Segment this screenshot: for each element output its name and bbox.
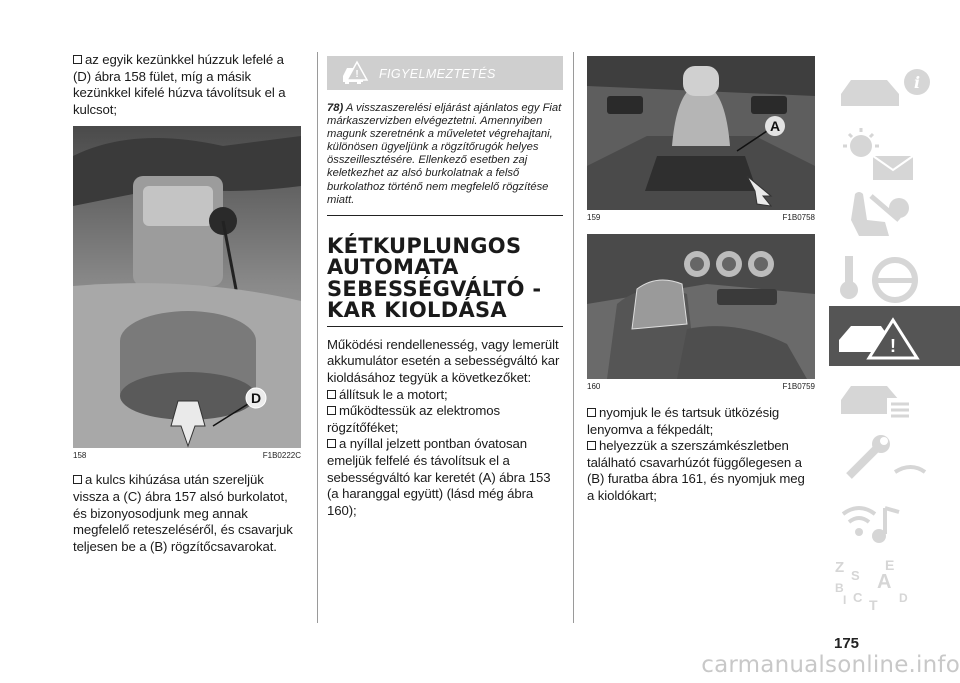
figure-159-caption — [587, 213, 815, 222]
callout-d: D — [250, 390, 262, 407]
svg-text:B: B — [835, 581, 844, 595]
intro-paragraph: Működési rendellenesség, vagy lemerült akkumulátor esetén a sebességváltó kar kioldásához tegyük a következőket: — [327, 336, 560, 385]
bullet-item: működtessük az elektromos rögzítőféket; — [327, 403, 500, 435]
tab-multimedia[interactable] — [829, 494, 960, 554]
column-middle — [327, 52, 563, 519]
figure-159 — [587, 56, 815, 222]
column-divider — [317, 52, 318, 623]
figure-number: 160 — [587, 382, 601, 391]
bullet-item: állítsuk le a motort; — [327, 387, 563, 404]
callout-a: A — [769, 118, 781, 134]
tab-car-info[interactable] — [829, 60, 960, 120]
paragraph-remove-key: az egyik kezünkkel húzzuk lefelé a (D) ábra 158 fület, míg a másik kezünkkel kifelé húzva távolítsuk el a kulcsot; — [73, 52, 286, 117]
tab-index[interactable] — [829, 556, 960, 616]
bullet-item: a nyíllal jelzett pontban óvatosan emeljük felfelé és távolítsuk el a sebességváltó kar keretét (A) ábra 153 (a haranggal együtt) (lásd még ábra 160); — [327, 436, 551, 518]
figure-number: 158 — [73, 451, 87, 461]
svg-text:D: D — [899, 591, 908, 605]
figure-160-caption — [587, 382, 815, 391]
warning-title: FIGYELMEZTETÉS — [379, 67, 496, 81]
svg-text:E: E — [885, 557, 895, 573]
bullet-item: nyomjuk le és tartsuk ütközésig lenyomva a fékpedált; — [587, 405, 780, 437]
figure-158 — [73, 126, 301, 460]
watermark: carmanualsonline.info — [701, 652, 960, 678]
gear-lever-photo — [587, 56, 815, 210]
checkbox-bullet-icon — [73, 475, 82, 484]
svg-text:C: C — [853, 590, 863, 605]
svg-text:T: T — [869, 597, 878, 613]
warning-car-icon — [333, 56, 373, 90]
warning-number: 78) — [327, 102, 344, 114]
figure-code: F1B0758 — [782, 213, 815, 222]
figure-158-caption — [73, 451, 301, 460]
page-number: 175 — [834, 635, 860, 652]
warning-header — [327, 56, 563, 90]
svg-text:I: I — [843, 593, 847, 607]
svg-text:!: ! — [890, 336, 896, 356]
paragraph-refit-cover: a kulcs kihúzása után szereljük vissza a (C) ábra 157 alsó burkolatot, és bizonyosodjunk meg annak megfelelő reteszeléséről, és csavarjuk teljesen be a (B) rögzítőcsavarokat. — [73, 472, 293, 554]
column-left — [73, 52, 301, 555]
checkbox-bullet-icon — [327, 439, 336, 448]
seat-airbag-icon — [829, 186, 960, 246]
alphabet-index-icon — [829, 556, 960, 616]
breakdown-warning-triangle-icon — [829, 306, 960, 366]
tab-service-maintenance[interactable] — [829, 370, 960, 430]
column-divider — [573, 52, 574, 623]
svg-text:!: ! — [355, 69, 359, 80]
checkbox-bullet-icon — [73, 55, 82, 64]
svg-text:S: S — [851, 568, 860, 583]
tab-technical-data[interactable] — [829, 432, 960, 492]
svg-text:i: i — [913, 73, 921, 92]
wrench-icon — [829, 432, 960, 492]
checkbox-bullet-icon — [587, 408, 596, 417]
figure-code: F1B0222C — [262, 451, 301, 461]
section-heading: KÉTKUPLUNGOS AUTOMATA SEBESSÉGVÁLTÓ - KAR KIOLDÁSA — [327, 236, 563, 327]
figure-code: F1B0759 — [782, 382, 815, 391]
steering-column-photo — [73, 126, 301, 448]
tab-emergency[interactable] — [829, 306, 960, 366]
tab-safety[interactable] — [829, 186, 960, 246]
figure-160 — [587, 234, 815, 391]
warning-text: A visszaszerelési eljárást ajánlatos egy Fiat márkaszervizben elvégeztetni. Amennyiben magunk szeretnénk a műveletet végrehajtani, különösen ügyeljünk a rögzítőrugók helyes összeillesztésére. Ellenkező esetben zaj keletkezhet az alsó burkolatnak a felső burkolathoz történő nem megfelelő rögzítése miatt. — [327, 102, 562, 206]
tab-lights-messages[interactable] — [829, 124, 960, 184]
figure-number: 159 — [587, 213, 601, 222]
car-info-icon — [829, 60, 960, 120]
column-right — [587, 52, 815, 505]
satellite-music-icon — [829, 494, 960, 554]
checkbox-bullet-icon — [327, 390, 336, 399]
gear-boot-removal-photo — [587, 234, 815, 379]
svg-text:Z: Z — [835, 559, 845, 576]
lights-message-icon — [829, 124, 960, 184]
tab-starting-driving[interactable] — [829, 248, 960, 308]
warning-body — [327, 96, 563, 216]
checkbox-bullet-icon — [327, 406, 336, 415]
svg-text:A: A — [877, 571, 892, 593]
key-steering-wheel-icon — [829, 248, 960, 308]
bullet-item: helyezzük a szerszámkészletben található csavarhúzót függőlegesen a (B) furatba ábra 161, és nyomjuk meg a kioldókart; — [587, 438, 805, 503]
checkbox-bullet-icon — [587, 441, 596, 450]
car-service-icon — [829, 370, 960, 430]
